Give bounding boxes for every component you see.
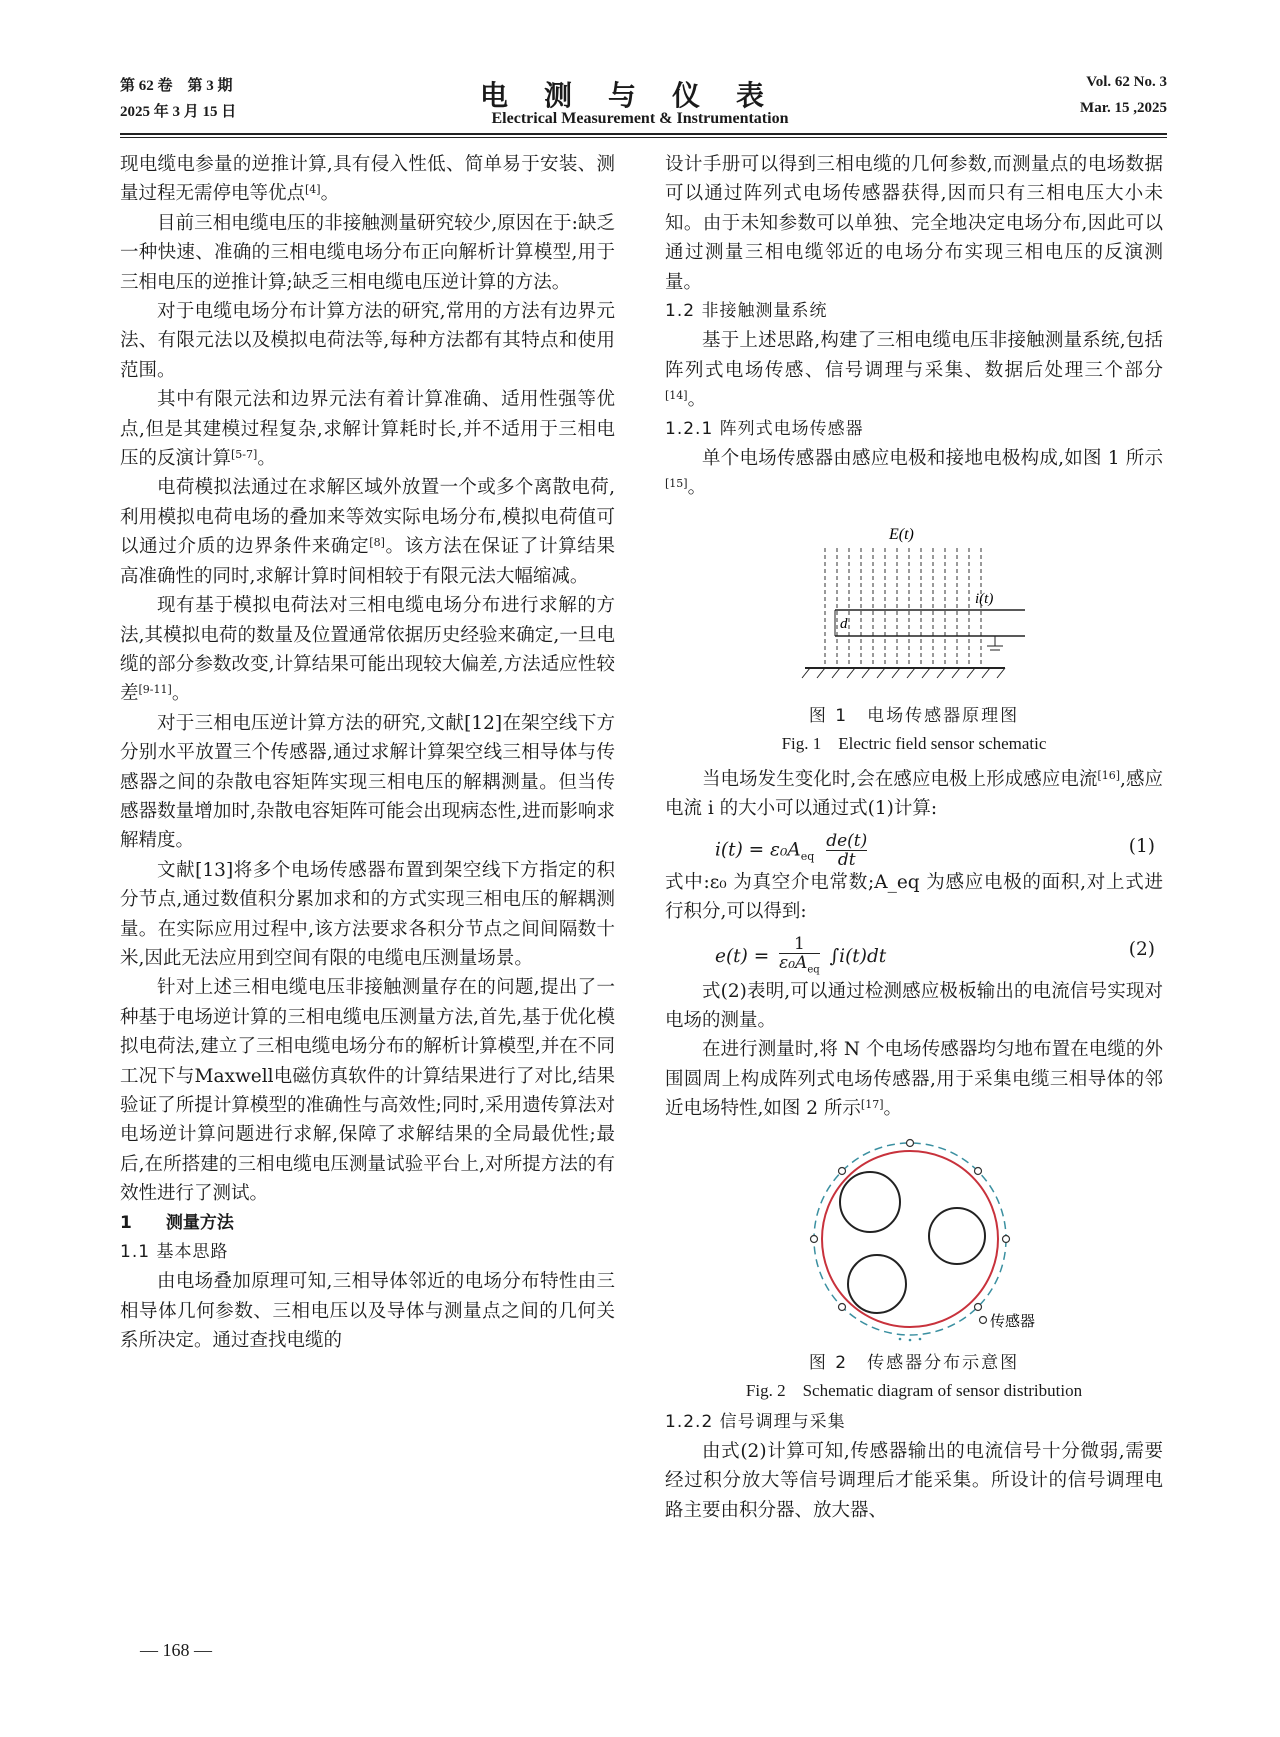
sensor-distribution-diagram xyxy=(665,1134,1163,1344)
paragraph: 式中:ε₀ 为真空介电常数;A_eq 为感应电极的面积,对上式进行积分,可以得到: xyxy=(665,871,1163,923)
section-heading: 1 测量方法 xyxy=(120,1212,234,1233)
paragraph: 目前三相电缆电压的非接触测量研究较少,原因在于:缺乏一种快速、准确的三相电缆电场分布正向解析计算模型,用于三相电压的逆推计算;缺乏三相电缆电压逆计算的方法。 xyxy=(120,212,615,293)
paragraph: 当电场发生变化时,会在感应电极上形成感应电流[16],感应电流 i 的大小可以通过式(1)计算: xyxy=(665,768,1163,820)
paragraph: 单个电场传感器由感应电极和接地电极构成,如图 1 所示[15]。 xyxy=(665,448,1163,499)
paragraph: 基于上述思路,构建了三相电缆电压非接触测量系统,包括阵列式电场传感、信号调理与采集、数据后处理三个部分[14]。 xyxy=(665,330,1163,411)
header-rule xyxy=(120,133,1167,135)
figure-1 xyxy=(665,503,1163,703)
paragraph: 对于电缆电场分布计算方法的研究,常用的方法有边界元法、有限元法以及模拟电荷法等,每种方法都有其特点和使用范围。 xyxy=(120,301,615,381)
conductor-b xyxy=(929,1208,985,1264)
subsection-heading: 1.2.1 阵列式电场传感器 xyxy=(665,418,864,439)
right-column xyxy=(665,150,1163,1525)
figure-1-caption-cn: 图 1 电场传感器原理图 xyxy=(808,705,1020,726)
label-d: d xyxy=(840,615,848,632)
header-rule-thin xyxy=(120,137,1167,138)
page-number: — 168 — xyxy=(140,1640,212,1660)
sensor-points xyxy=(811,1139,1010,1323)
paragraph: 电荷模拟法通过在求解区域外放置一个或多个离散电荷,利用模拟电荷电场的叠加来等效实际电场分布,模拟电荷值可以通过介质的边界条件来确定[8]。该方法在保证了计算结果高准确性的同时,求解计算时间相较于有限元法大幅缩减。 xyxy=(120,477,615,587)
figure-2-caption-cn: 图 2 传感器分布示意图 xyxy=(808,1352,1020,1373)
left-column xyxy=(120,150,615,1356)
volume-issue-en: Vol. 62 No. 3 xyxy=(1086,74,1167,90)
conductor-c xyxy=(848,1255,906,1313)
paragraph: 现电缆电参量的逆推计算,具有侵入性低、简单易于安装、测量过程无需停电等优点[4]。 xyxy=(120,154,615,205)
figure-2 xyxy=(665,1134,1163,1344)
paragraph: 文献[13]将多个电场传感器布置到架空线下方指定的积分节点,通过数值积分累加求和的方式实现三相电压的解耦测量。在实际应用过程中,该方法要求各积分节点之间间隔数十米,因此无法应用到空间有限的电缆电压测量场景。 xyxy=(120,859,615,969)
equation-2: e(t) = 1 $\varepsilon_0A_{eq}$ ∫i(t)dt (2) xyxy=(715,933,1155,975)
label-i: i(t) xyxy=(975,590,994,607)
cable-sheath xyxy=(822,1151,998,1327)
journal-title-cn: 电测与仪表 xyxy=(479,79,800,112)
issue-date-en: Mar. 15 ,2025 xyxy=(1080,100,1167,116)
issue-date: 2025 年 3 月 15 日 xyxy=(120,104,237,120)
paragraph: 现有基于模拟电荷法对三相电缆电场分布进行求解的方法,其模拟电荷的数量及位置通常依据历史经验来确定,一旦电缆的部分参数改变,计算结果可能出现较大偏差,方法适应性较差[9-11]。 xyxy=(120,595,615,705)
sensor-label: 传感器 xyxy=(990,1311,1036,1330)
subsection-heading: 1.2 非接触测量系统 xyxy=(665,301,828,322)
paragraph: 其中有限元法和边界元法有着计算准确、适用性强等优点,但是其建模过程复杂,求解计算耗时长,并不适用于三相电压的反演计算[5-7]。 xyxy=(120,389,615,470)
subsection-heading: 1.2.2 信号调理与采集 xyxy=(665,1411,846,1432)
paragraph: 设计手册可以得到三相电缆的几何参数,而测量点的电场数据可以通过阵列式电场传感器获得,因而只有三相电压大小未知。由于未知参数可以单独、完全地决定电场分布,因此可以通过测量三相电缆邻近的电场分布实现三相电压的反演测量。 xyxy=(665,154,1163,293)
label-e: E(t) xyxy=(889,525,914,543)
figure-1-caption-en: Fig. 1 Electric field sensor schematic xyxy=(781,733,1047,753)
subsection-heading: 1.1 基本思路 xyxy=(120,1242,229,1263)
volume-issue: 第 62 卷 第 3 期 xyxy=(120,78,233,94)
conductor-a xyxy=(840,1172,900,1232)
paragraph: 对于三相电压逆计算方法的研究,文献[12]在架空线下方分别水平放置三个传感器,通过求解计算架空线三相导体与传感器之间的杂散电容矩阵实现三相电压的解耦测量。但当传感器数量增加时,杂散电容矩阵可能会出现病态性,进而影响求解精度。 xyxy=(120,712,615,852)
paragraph: 由式(2)计算可知,传感器输出的电流信号十分微弱,需要经过积分放大等信号调理后才能采集。所设计的信号调理电路主要由积分器、放大器、 xyxy=(665,1440,1163,1521)
paragraph: 式(2)表明,可以通过检测感应极板输出的电流信号实现对电场的测量。 xyxy=(665,980,1163,1031)
paragraph: 由电场叠加原理可知,三相导体邻近的电场分布特性由三相导体几何参数、三相电压以及导体与测量点之间的几何关系所决定。通过查找电缆的 xyxy=(120,1271,615,1352)
paragraph: 在进行测量时,将 N 个电场传感器均匀地布置在电缆的外围圆周上构成阵列式电场传感器,用于采集电缆三相导体的邻近电场特性,如图 2 所示[17]。 xyxy=(665,1039,1163,1120)
figure-2-caption-en: Fig. 2 Schematic diagram of sensor distribution xyxy=(745,1380,1083,1400)
paragraph: 针对上述三相电缆电压非接触测量存在的问题,提出了一种基于电场逆计算的三相电缆电压测量方法,首先,基于优化模拟电荷法,建立了三相电缆电场分布的解析计算模型,并在不同工况下与Maxwell电磁仿真软件的计算结果进行了对比,结果验证了所提计算模型的准确性与高效性;同时,采用遗传算法对电场逆计算问题进行求解,保障了求解结果的全局最优性;最后,在所搭建的三相电缆电压测量试验平台上,对所提方法的有效性进行了测试。 xyxy=(120,977,615,1205)
journal-title-en: Electrical Measurement & Instrumentation xyxy=(491,110,789,127)
sensor-schematic-diagram xyxy=(665,503,1163,703)
equation-1: $i(t) = \varepsilon_0A_{eq}$ $\frac{de(t)}{dt}$ (1) xyxy=(715,830,1155,870)
field-lines xyxy=(825,548,981,668)
